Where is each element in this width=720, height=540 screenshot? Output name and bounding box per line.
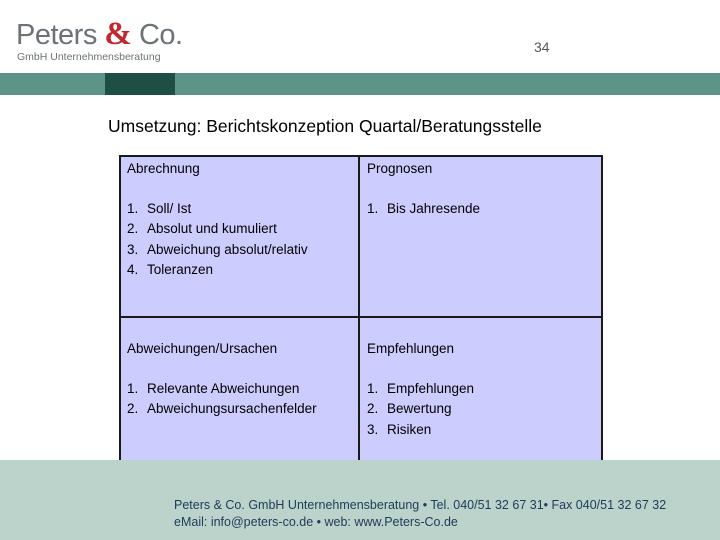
logo-name: Peters (16, 19, 97, 51)
list-item: 3. Abweichung absolut/relativ (127, 241, 308, 257)
list-item: 1. Soll/ Ist (127, 201, 192, 216)
slide-title: Umsetzung: Berichtskonzeption Quartal/Beratungsstelle (108, 116, 542, 136)
matrix-horizontal-divider (119, 316, 603, 318)
list-abweichungen (127, 379, 317, 420)
logo-subtitle: GmbH Unternehmensberatung (17, 51, 161, 63)
header-accent-block (105, 73, 175, 95)
list-empfehlungen (367, 379, 474, 440)
list-item: 1. Bis Jahresende (367, 201, 481, 216)
logo-ampersand: & (104, 16, 132, 52)
list-item: 4. Toleranzen (127, 261, 214, 277)
footer-web-line: eMail: info@peters-co.de • web: www.Peters-Co.de (174, 515, 458, 529)
cell-heading-prognosen: Prognosen (367, 161, 433, 176)
list-abrechnung (127, 199, 308, 280)
cell-heading-empfehlungen: Empfehlungen (367, 341, 455, 356)
list-item: 3. Risiken (367, 421, 432, 437)
logo-wordmark (16, 16, 183, 53)
list-prognosen (367, 199, 480, 219)
page-number: 34 (534, 39, 550, 55)
list-item: 2. Absolut und kumuliert (127, 221, 277, 237)
footer-bar (0, 460, 720, 540)
cell-heading-abrechnung: Abrechnung (127, 161, 200, 176)
list-item: 2. Abweichungsursachenfelder (127, 401, 317, 417)
logo-co: Co. (138, 19, 183, 51)
list-item: 2. Bewertung (367, 401, 452, 417)
company-logo (16, 16, 183, 64)
cell-heading-abweichungen: Abweichungen/Ursachen (127, 341, 278, 356)
list-item: 1. Relevante Abweichungen (127, 381, 300, 396)
list-item: 1. Empfehlungen (367, 381, 475, 396)
footer-contact-line: Peters & Co. GmbH Unternehmensberatung • Tel. 040/51 32 67 31• Fax 040/51 32 67 32 (174, 498, 667, 512)
